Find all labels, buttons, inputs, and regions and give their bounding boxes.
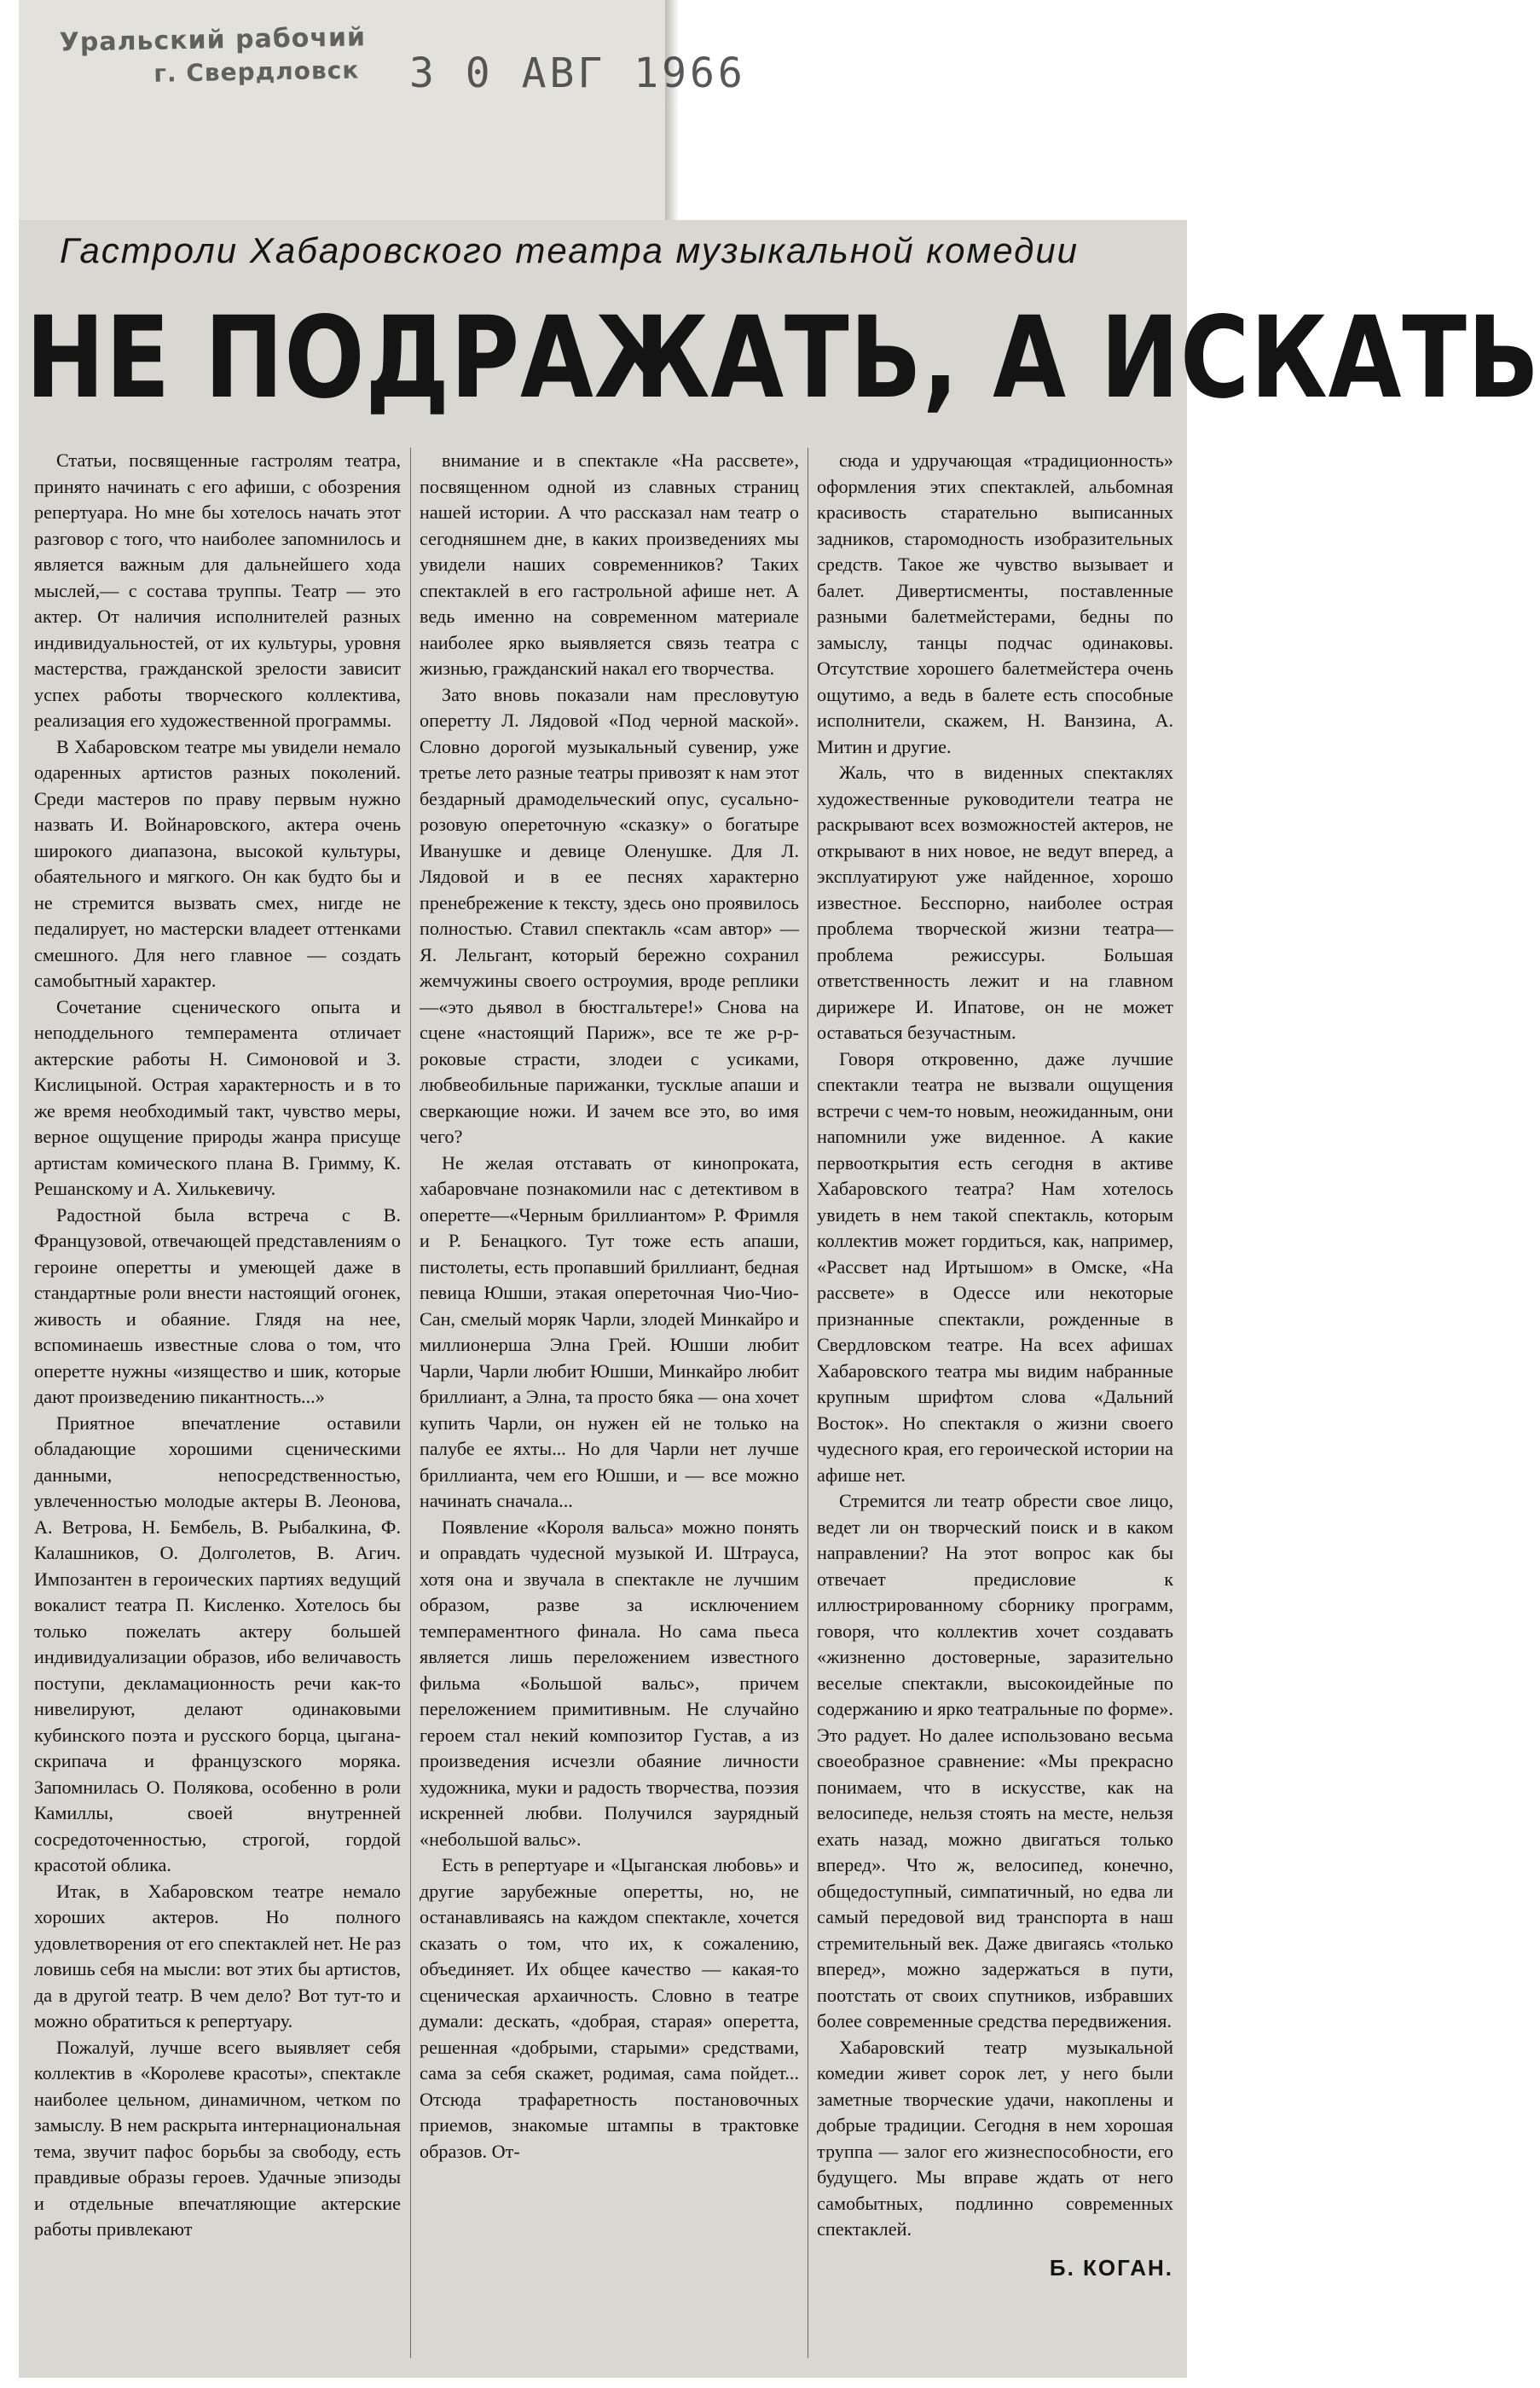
article-column-2 [420, 448, 799, 2358]
stamp-newspaper-name: Уральский рабочий [59, 22, 367, 58]
article-paragraph: Статьи, посвященные гастролям театра, принято начинать с его афиши, с обозрения репертуара. Но мне бы хотелось начать этот разговор с того, что наиболее запомнилось и является важным для дальнейшего хода мыслей,— с состава труппы. Театр — это актер. От наличия исполнителей разных индивидуальностей, от их культуры, уровня мастерства, гражданской зрелости зависит успех работы творческого коллектива, реализация его художественной программы. [34, 449, 401, 731]
article-paragraph: Радостной была встреча с В. Французовой, отвечающей представлениям о героине оперетты и умеющей даже в стандартные роли внести настоящий огонек, живость и обаяние. Глядя на нее, вспоминаешь известные слова о том, что оперетте нужны «изящество и шик, которые дают произведению пикантность...» [34, 1203, 401, 1407]
newspaper-stamp [59, 20, 418, 91]
article-paragraph: Стремится ли театр обрести свое лицо, ведет ли он творческий поиск и в каком направлении? На этот вопрос как бы отвечает предисловие к иллюстрированному сборнику программ, говоря, что коллектив хочет создавать «жизненно достоверные, заразительно веселые спектакли, высокоидейные по содержанию и ярко театральные по форме». Это радует. Но далее использовано весьма своеобразное сравнение: «Мы прекрасно понимаем, что в искусстве, как на велосипеде, нельзя стоять на месте, нельзя ехать назад, можно двигаться только вперед». Что ж, велосипед, конечно, общедоступный, симпатичный, но едва ли самый передовой вид транспорта в наш стремительный век. Даже двигаясь «только вперед», можно задержаться в пути, поотстать от своих спутников, избравших более современные средства передвижения. [817, 1490, 1173, 2032]
article-paragraph: Пожалуй, лучше всего выявляет себя коллектив в «Королеве красоты», спектакле наиболее цельном, динамичном, четком по замыслу. В нем раскрыта интернациональная тема, звучит пафос борьбы за свободу, есть правдивые образы героев. Удачные эпизоды и отдельные впечатляющие актерские работы привлекают [34, 2036, 401, 2240]
stamp-city: г. Свердловск [153, 55, 360, 88]
article-paragraph: В Хабаровском театре мы увидели немало одаренных артистов разных поколений. Среди мастеров по праву первым нужно назвать И. Войнаровского, актера очень широкого диапазона, высокой культуры, обаятельного и мягкого. Он как будто бы и не стремится вызвать смех, нигде не педалирует, но мастерски владеет оттенками смешного. Для него главное — создать самобытный характер. [34, 735, 401, 991]
article-rubric: Гастроли Хабаровского театра музыкальной комедии [60, 230, 1080, 270]
article-paragraph: Есть в репертуаре и «Цыганская любовь» и другие зарубежные оперетты, но, не останавливаясь на каждом спектакле, хочется сказать о том, что их, к сожалению, объединяет. Их общее качество — какая-то сценическая архаичность. Словно в театре думали: дескать, «добрая, старая» оперетта, решенная «добрыми, старыми» средствами, сама за себя скажет, родимая, сама пойдет... Отсюда трафаретность постановочных приемов, знакомые штампы в трактовке образов. От- [420, 1854, 799, 2162]
article-author: Б. КОГАН. [1049, 2254, 1173, 2281]
paper-fold-shadow [665, 0, 679, 223]
article-paragraph: Появление «Короля вальса» можно понять и оправдать чудесной музыкой И. Штрауса, хотя она и звучала в спектакле не лучшим образом, разве за исключением темпераментного финала. Но сама пьеса является лишь переложением известного фильма «Большой вальс», причем переложением примитивным. Не случайно героем стал некий композитор Густав, а из произведения исчезли обаяние личности художника, муки и радость творчества, поэзия искренней любви. Получился заурядный «небольшой вальс». [420, 1516, 799, 1850]
article-paragraph: Зато вновь показали нам пресловутую оперетту Л. Лядовой «Под черной маской». Словно дорогой музыкальный сувенир, уже третье лето разные театры привозят к нам этот бездарный драмодельческий опус, сусально-розовую опереточную «сказку» о богатыре Иванушке и девице Оленушке. Для Л. Лядовой и в ее песнях характерно пренебрежение к тексту, здесь оно проявилось полностью. Ставил спектакль «сам автор» — Я. Лельгант, который бережно сохранил жемчужины своего остроумия, вроде реплики—«это дьявол в бюстгальтере!» Снова на сцене «настоящий Париж», все те же р-р-роковые страсти, злодеи с усиками, любвеобильные парижанки, тусклые апаши и сверкающие ножи. И зачем все это, во имя чего? [420, 683, 799, 1147]
date-stamp: 3 0 АВГ 1966 [409, 49, 746, 97]
article-column-1 [34, 448, 401, 2358]
article-paragraph: Сочетание сценического опыта и неподдельного темперамента отличает актерские работы Н. Симоновой и З. Кислицыной. Острая характерность и в то же время необходимый такт, чувство меры, верное ощущение природы жанра присуще артистам комического плана В. Гримму, К. Решанскому и А. Хилькевичу. [34, 995, 401, 1199]
article-paragraph: Жаль, что в виденных спектаклях художественные руководители театра не раскрывают всех возможностей актеров, не открывают в них новое, не ведут вперед, а эксплуатируют уже найденное, хорошо известное. Бесспорно, наиболее острая проблема творческой жизни театра—проблема режиссуры. Большая ответственность лежит и на главном дирижере И. Ипатове, он не может оставаться безучастным. [817, 762, 1173, 1043]
article-paragraph: внимание и в спектакле «На рассвете», посвященном одной из славных страниц нашей истории. А что рассказал нам театр о сегодняшнем дне, в каких произведениях мы увидели наших современников? Таких спектаклей в его гастрольной афише нет. А ведь именно на современном материале наиболее ярко выявляется связь театра с жизнью, гражданский накал его творчества. [420, 449, 799, 679]
article-paragraph: Итак, в Хабаровском театре немало хороших актеров. Но полного удовлетворения от его спектаклей нет. Не раз ловишь себя на мысли: вот этих бы артистов, да в другой театр. В чем дело? Вот тут-то и можно обратиться к репертуару. [34, 1880, 401, 2032]
article-paragraph: сюда и удручающая «традиционность» оформления этих спектаклей, альбомная красивость старательно выписанных задников, старомодность изобразительных средств. Такое же чувство вызывает и балет. Дивертисменты, поставленные разными балетмейстерами, бедны по замыслу, танцы подчас одинаковы. Отсутствие хорошего балетмейстера очень ощутимо, а ведь в балете есть способные исполнители, скажем, Н. Ванзина, А. Митин и другие. [817, 449, 1173, 757]
article-paragraph: Не желая отставать от кинопроката, хабаровчане познакомили нас с детективом в оперетте—«Черным бриллиантом» Р. Фримля и Р. Бенацкого. Тут тоже есть апаши, пистолеты, есть пропавший бриллиант, бедная певица Юшши, этакая опереточная Чио-Чио-Сан, смелый моряк Чарли, злодей Минкайро и миллионерша Элна Грей. Юшши любит Чарли, Чарли любит Юшши, Минкайро любит бриллиант, а Элна, та просто бяка — она хочет купить Чарли, он нужен ей не только на палубе ее яхты... Но для Чарли нет лучше бриллианта, чем его Юшши, и — все можно начинать сначала... [420, 1151, 799, 1511]
article-paragraph: Хабаровский театр музыкальной комедии живет сорок лет, у него были заметные творческие удачи, накоплены и добрые традиции. Сегодня в нем хорошая труппа — залог его жизнеспособности, его будущего. Мы вправе ждать от него самобытных, подлинно современных спектаклей. [817, 2036, 1173, 2240]
article-paragraph: Говоря откровенно, даже лучшие спектакли театра не вызвали ощущения встречи с чем-то новым, неожиданным, они напомнили уже виденное. А какие первооткрытия есть сегодня в активе Хабаровского театра? Нам хотелось увидеть в нем такой спектакль, которым коллектив может гордиться, как, например, «Рассвет над Иртышом» в Омске, «На рассвете» в Одессе или некоторые признанные спектакли, рожденные в Свердловском театре. На всех афишах Хабаровского театра мы видим набранные крупным шрифтом слова «Дальний Восток». Но спектакля о жизни своего чудесного края, его героической истории на афише нет. [817, 1047, 1173, 1486]
article-headline: НЕ ПОДРАЖАТЬ, А ИСКАТЬ [26, 293, 1540, 424]
column-divider [410, 448, 411, 2358]
article-paragraph: Приятное впечатление оставили обладающие хорошими сценическими данными, непосредственностью, увлеченностью молодые актеры В. Леонова, А. Ветрова, Н. Бембель, В. Рыбалкина, Ф. Калашников, О. Долголетов, В. Агич. Импозантен в героических партиях ведущий вокалист театра П. Кисленко. Хотелось бы только пожелать актеру большей индивидуализации образов, ибо величавость поступи, декламационность речи как-то нивелируют, делают одинаковыми кубинского поэта и русского борца, цыгана-скрипача и французского моряка. Запомнилась О. Полякова, особенно в роли Камиллы, своей внутренней сосредоточенностью, строгой, гордой красотой облика. [34, 1411, 401, 1875]
article-column-3 [817, 448, 1173, 2358]
